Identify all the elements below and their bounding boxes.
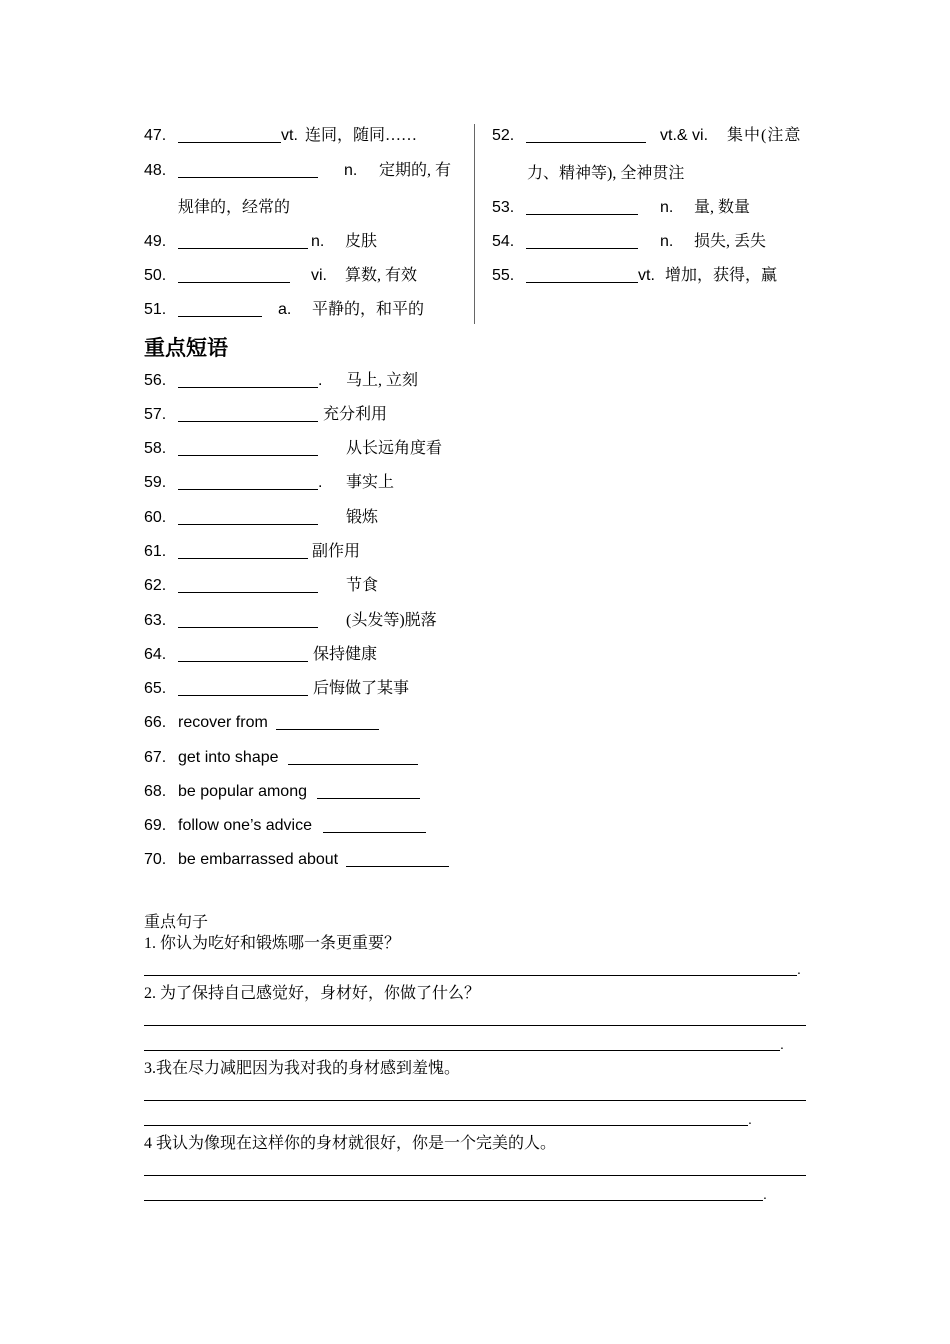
meaning: 增加，获得，赢 [665,267,778,284]
answer-blank[interactable] [178,473,318,490]
answer-blank[interactable] [178,126,281,143]
part-of-speech: n. [344,162,358,179]
answer-line[interactable] [144,1200,763,1201]
item-number: 57. [144,406,167,423]
item-number: 54. [492,233,515,250]
sentence-prompt: 3.我在尽力减肥因为我对我的身材感到羞愧。 [144,1060,461,1077]
item-number: 47. [144,127,167,144]
section-heading-phrases: 重点短语 [144,336,228,360]
sentence-prompt: 1. 你认为吃好和锻炼哪一条更重要？ [144,935,401,952]
sentence-prompt: 4 我认为像现在这样你的身材就很好，你是一个完美的人。 [144,1135,557,1152]
item-number: 53. [492,199,515,216]
answer-line[interactable] [144,1100,806,1101]
answer-blank[interactable] [178,405,318,422]
answer-blank[interactable] [346,850,449,867]
item-number: 49. [144,233,167,250]
section-heading-sentences: 重点句子 [144,914,209,931]
item-number: 50. [144,267,167,284]
meaning: (头发等)脱落 [346,612,437,629]
period: . [763,1186,767,1202]
meaning: 平静的，和平的 [312,301,425,318]
answer-line[interactable] [144,975,797,976]
item-number: 66. [144,714,167,731]
answer-blank[interactable] [178,439,318,456]
suffix: . [318,474,323,491]
part-of-speech: n. [311,233,325,250]
phrase-text: get into shape [178,749,279,766]
answer-line[interactable] [144,1025,806,1026]
meaning: 锻炼 [346,509,379,526]
answer-blank[interactable] [526,198,638,215]
meaning: 充分利用 [323,406,388,423]
meaning: 副作用 [312,543,361,560]
answer-line[interactable] [144,1175,806,1176]
answer-line[interactable] [144,1125,748,1126]
answer-blank[interactable] [178,161,318,178]
column-divider [474,124,475,324]
meaning-continuation: 规律的，经常的 [178,199,291,216]
part-of-speech: n. [660,199,674,216]
answer-blank[interactable] [178,266,290,283]
meaning: 节食 [346,577,379,594]
answer-blank[interactable] [526,126,646,143]
item-number: 51. [144,301,167,318]
item-number: 56. [144,372,167,389]
meaning: 后悔做了某事 [313,680,410,697]
meaning: 连同，随同…… [305,127,418,144]
answer-blank[interactable] [317,782,420,799]
answer-blank[interactable] [526,266,638,283]
phrase-text: recover from [178,714,268,731]
part-of-speech: vt.& vi. [660,127,709,144]
answer-blank[interactable] [178,508,318,525]
item-number: 59. [144,474,167,491]
item-number: 64. [144,646,167,663]
answer-blank[interactable] [178,645,308,662]
part-of-speech: vt. [281,127,298,144]
item-number: 70. [144,851,167,868]
meaning: 量, 数量 [694,199,751,216]
period: . [780,1036,784,1052]
meaning: 集中(注意 [727,127,802,144]
phrase-text: follow one’s advice [178,817,313,834]
part-of-speech: a. [278,301,292,318]
answer-blank[interactable] [276,713,379,730]
phrase-text: be embarrassed about [178,851,339,868]
sentence-prompt: 2. 为了保持自己感觉好，身材好，你做了什么？ [144,985,481,1002]
suffix: . [318,372,323,389]
answer-line[interactable] [144,1050,780,1051]
meaning: 定期的, 有 [379,162,452,179]
item-number: 62. [144,577,167,594]
answer-blank[interactable] [178,679,308,696]
answer-blank[interactable] [526,232,638,249]
answer-blank[interactable] [178,576,318,593]
item-number: 55. [492,267,515,284]
item-number: 58. [144,440,167,457]
item-number: 61. [144,543,167,560]
answer-blank[interactable] [288,748,418,765]
meaning: 马上, 立刻 [346,372,419,389]
meaning-continuation: 力、精神等), 全神贯注 [527,165,685,182]
item-number: 65. [144,680,167,697]
item-number: 60. [144,509,167,526]
answer-blank[interactable] [178,542,308,559]
meaning: 损失, 丢失 [694,233,767,250]
meaning: 皮肤 [345,233,378,250]
answer-blank[interactable] [178,232,308,249]
answer-blank[interactable] [178,611,318,628]
item-number: 69. [144,817,167,834]
answer-blank[interactable] [178,371,318,388]
period: . [748,1111,752,1127]
item-number: 48. [144,162,167,179]
item-number: 63. [144,612,167,629]
item-number: 52. [492,127,515,144]
answer-blank[interactable] [323,816,426,833]
meaning: 算数, 有效 [345,267,418,284]
meaning: 事实上 [346,474,395,491]
item-number: 67. [144,749,167,766]
period: . [797,961,801,977]
part-of-speech: vt. [638,267,655,284]
item-number: 68. [144,783,167,800]
answer-blank[interactable] [178,300,262,317]
phrase-text: be popular among [178,783,307,800]
part-of-speech: n. [660,233,674,250]
meaning: 保持健康 [313,646,378,663]
meaning: 从长远角度看 [346,440,443,457]
part-of-speech: vi. [311,267,327,284]
